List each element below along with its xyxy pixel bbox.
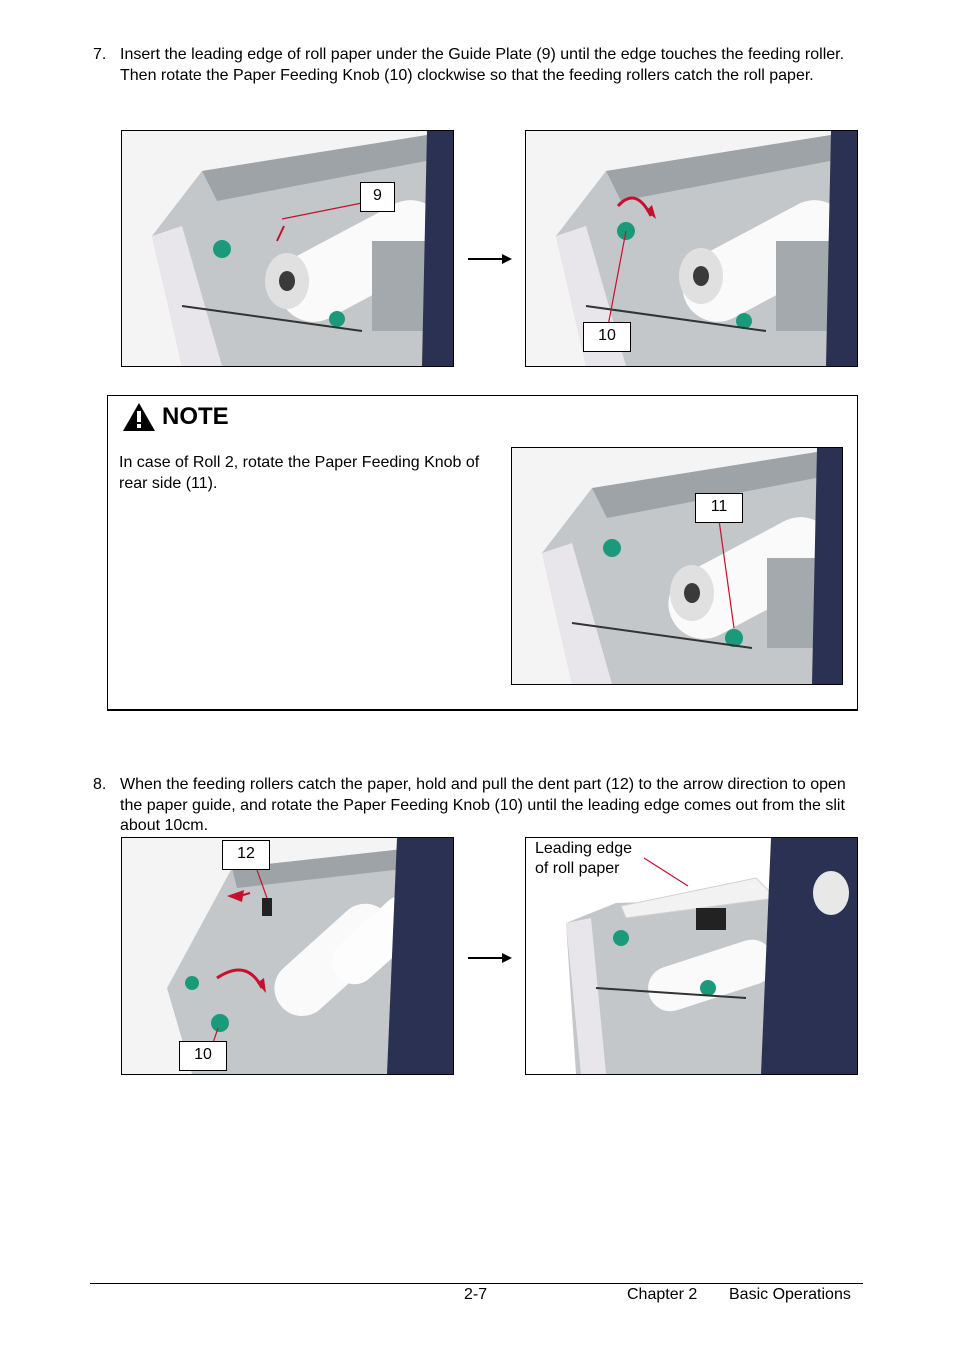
footer-section: Basic Operations	[729, 1286, 851, 1303]
footer-divider	[90, 1283, 863, 1284]
caption-line-2: of roll paper	[535, 860, 620, 877]
callout-9: 9	[360, 182, 395, 212]
callout-11: 11	[695, 493, 743, 523]
note-text: In case of Roll 2, rotate the Paper Feeding Knob of rear side (11).	[119, 454, 480, 492]
note-heading	[122, 402, 229, 432]
step-7-line-1: Insert the leading edge of roll paper under the Guide Plate (9) until the edge touches the feeding roller.	[120, 46, 845, 63]
callout-10-knob: 10	[179, 1041, 227, 1071]
photo-feeding-knob	[525, 130, 858, 367]
callout-10: 10	[583, 322, 631, 352]
step-8-text: When the feeding rollers catch the paper, hold and pull the dent part (12) to the arrow direction to open the paper guide, and rotate the Paper Feeding Knob (10) until the leading edge comes out from the slit about 10cm.	[120, 776, 846, 834]
warning-icon	[122, 402, 156, 432]
footer-chapter: Chapter 2	[627, 1286, 698, 1303]
step-7-line-2: Then rotate the Paper Feeding Knob (10) clockwise so that the feeding rollers catch the roll paper.	[120, 66, 814, 84]
callout-12: 12	[222, 840, 270, 870]
step-number: 7.	[93, 46, 107, 63]
leading-edge-caption	[535, 839, 632, 879]
step-8	[93, 775, 868, 837]
arrow-right-icon	[468, 951, 512, 965]
caption-line-1: Leading edge	[535, 840, 632, 857]
note-box	[107, 395, 858, 711]
photo-guide-plate	[121, 130, 454, 367]
step-7	[93, 45, 868, 86]
page-number: 2-7	[464, 1286, 488, 1303]
photo-rear-knob	[511, 447, 843, 685]
note-title: NOTE	[162, 403, 229, 430]
photo-dent-part	[121, 837, 454, 1075]
step-number: 8.	[93, 776, 107, 793]
arrow-right-icon	[468, 252, 512, 266]
